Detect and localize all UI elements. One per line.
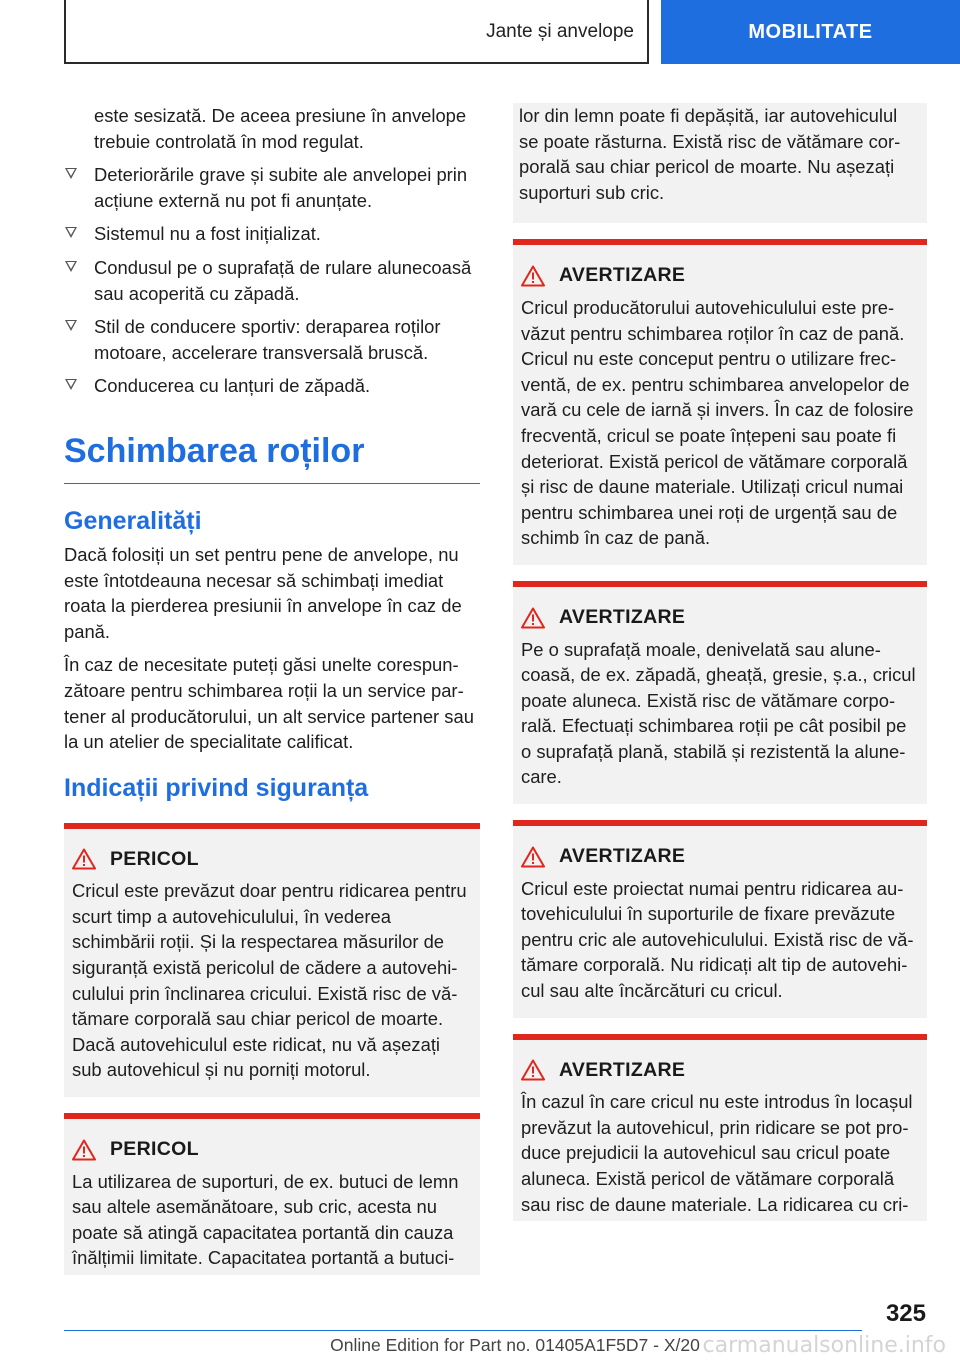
section-title: Jante și anvelope: [486, 21, 634, 42]
warning-triangle-icon: [521, 265, 545, 287]
warning-title: AVERTIZARE: [559, 1058, 686, 1081]
triangle-bullet-icon: [65, 379, 77, 390]
general-paragraph-1: Dacă folosiți un set pentru pene de anvelope, nu este întotdeauna necesar să schimbați imediat roata la pierderea presiunii în anvelope în caz de pană.: [64, 543, 462, 642]
bullet-list: [64, 162, 480, 399]
warning-triangle-icon: [521, 1059, 545, 1081]
warning-title: AVERTIZARE: [559, 264, 686, 287]
left-column: [64, 103, 480, 1275]
warning-text: Cricul producătorului autovehiculului este prevăzut pentru schimbarea roților în caz de pană. Cricul nu este conceput pentru o utilizare frecventă, de ex. pentru schimbarea anvelopelor de vară cu cele de iarnă și invers. În caz de folosire frecventă, cricul se poate înțepeni sau poate fi deteriorat. Există pericol de vătămare corporală și risc de daune materiale. Utilizați cricul numai pentru schimbarea unei roți de urgență sau de schimb în caz de pană.: [521, 296, 914, 549]
warning-box: [513, 581, 927, 804]
danger-box-continued: [513, 103, 927, 223]
warning-triangle-icon: [72, 1139, 96, 1161]
warning-text-continued: lor din lemn poate fi depășită, iar autovehiculul se poate răsturna. Există risc de vătămare corporală sau chiar pericol de moarte. Nu așezați suporturi sub cric.: [519, 105, 901, 203]
list-item-text: Deteriorările grave și subite ale anvelopei prin acțiune externă nu pot fi anunțate.: [94, 164, 468, 211]
triangle-bullet-icon: [65, 261, 77, 272]
watermark: carmanualsonline.info: [702, 1333, 946, 1358]
warning-title: AVERTIZARE: [559, 845, 686, 868]
list-item-text: Sistemul nu a fost inițializat.: [94, 223, 321, 245]
safety-heading: Indicații privind siguranța: [64, 773, 369, 802]
footer-divider: [64, 1330, 862, 1331]
general-heading: Generalități: [64, 506, 202, 535]
warning-title: PERICOL: [110, 1138, 199, 1161]
list-item-text: Stil de conducere sportiv: deraparea roților motoare, accelerare transversală bruscă.: [94, 316, 441, 363]
danger-box: [64, 823, 480, 1097]
danger-box: [64, 1113, 480, 1275]
page-number: 325: [885, 1300, 926, 1327]
warning-triangle-icon: [521, 607, 545, 629]
triangle-bullet-icon: [65, 320, 77, 331]
list-item: [64, 255, 480, 306]
warning-text: Pe o suprafață moale, denivelată sau alunecoasă, de ex. zăpadă, gheață, gresie, ș.a., cricul poate aluneca. Există risc de vătămare corporală. Efectuați schimbarea roții pe cât posibil pe o suprafață plană, stabilă și rezistentă la alunecare.: [521, 638, 916, 788]
list-item: [64, 373, 480, 399]
list-item: [64, 314, 480, 365]
triangle-bullet-icon: [65, 168, 77, 179]
list-item-text: Conducerea cu lanțuri de zăpadă.: [94, 375, 371, 397]
triangle-bullet-icon: [65, 227, 77, 238]
edition-text: Online Edition for Part no. 01405A1F5D7 - X/20: [330, 1335, 700, 1355]
warning-triangle-icon: [72, 848, 96, 870]
chapter-tab[interactable]: MOBILITATE: [661, 0, 960, 64]
list-item-text: Condusul pe o suprafață de rulare alunecoasă sau acoperită cu zăpadă.: [94, 256, 472, 304]
list-item: [64, 221, 480, 247]
warning-text: Cricul este proiectat numai pentru ridicarea autovehiculului în suporturile de fixare prevăzute pentru cric ale autovehiculului. Există risc de vătămare corporală. Nu ridicați alt tip de autovehicul sau alte încărcături cu cricul.: [521, 877, 914, 1002]
general-paragraph-2: În caz de necesitate puteți găsi unelte corespunzătoare pentru schimbarea roții la un service partener al producătorului, un alt service partener sau la un atelier de specialitate calificat.: [64, 654, 474, 753]
warning-text: Cricul este prevăzut doar pentru ridicarea pentru scurt timp a autovehiculului, în vederea schimbării roții. Și la respectarea măsurilor de siguranță există pericolul de cădere a autovehiculului prin înclinarea cricului. Există risc de vătămare corporală sau chiar pericol de moarte. Dacă autovehiculul este ridicat, nu vă așezați sub autovehicul și nu porniți motorul.: [72, 880, 467, 1081]
warning-text: La utilizarea de suporturi, de ex. butuci de lemn sau altele asemănătoare, sub cric, acesta nu poate să atingă capacitatea portantă din cauza înălțimii limitate. Capacitatea portantă a butuci-: [72, 1170, 459, 1269]
intro-paragraph: este sesizată. De aceea presiune în anvelope trebuie controlată în mod regulat.: [94, 105, 467, 152]
warning-box: [513, 1034, 927, 1222]
warning-title: PERICOL: [110, 847, 199, 870]
warning-title: AVERTIZARE: [559, 605, 686, 628]
warning-text: În cazul în care cricul nu este introdus în locașul prevăzut la autovehicul, prin ridicare se pot produce prejudicii la autovehicul sau cricul poate aluneca. Există pericol de vătămare corporală sau risc de daune materiale. La ridicarea cu cri-: [521, 1091, 913, 1215]
warning-box: [513, 820, 927, 1018]
right-column: [513, 103, 927, 1221]
warning-triangle-icon: [521, 846, 545, 868]
list-item: [64, 162, 480, 213]
page-title: Schimbarea roților: [64, 431, 480, 484]
warning-box: [513, 239, 927, 565]
